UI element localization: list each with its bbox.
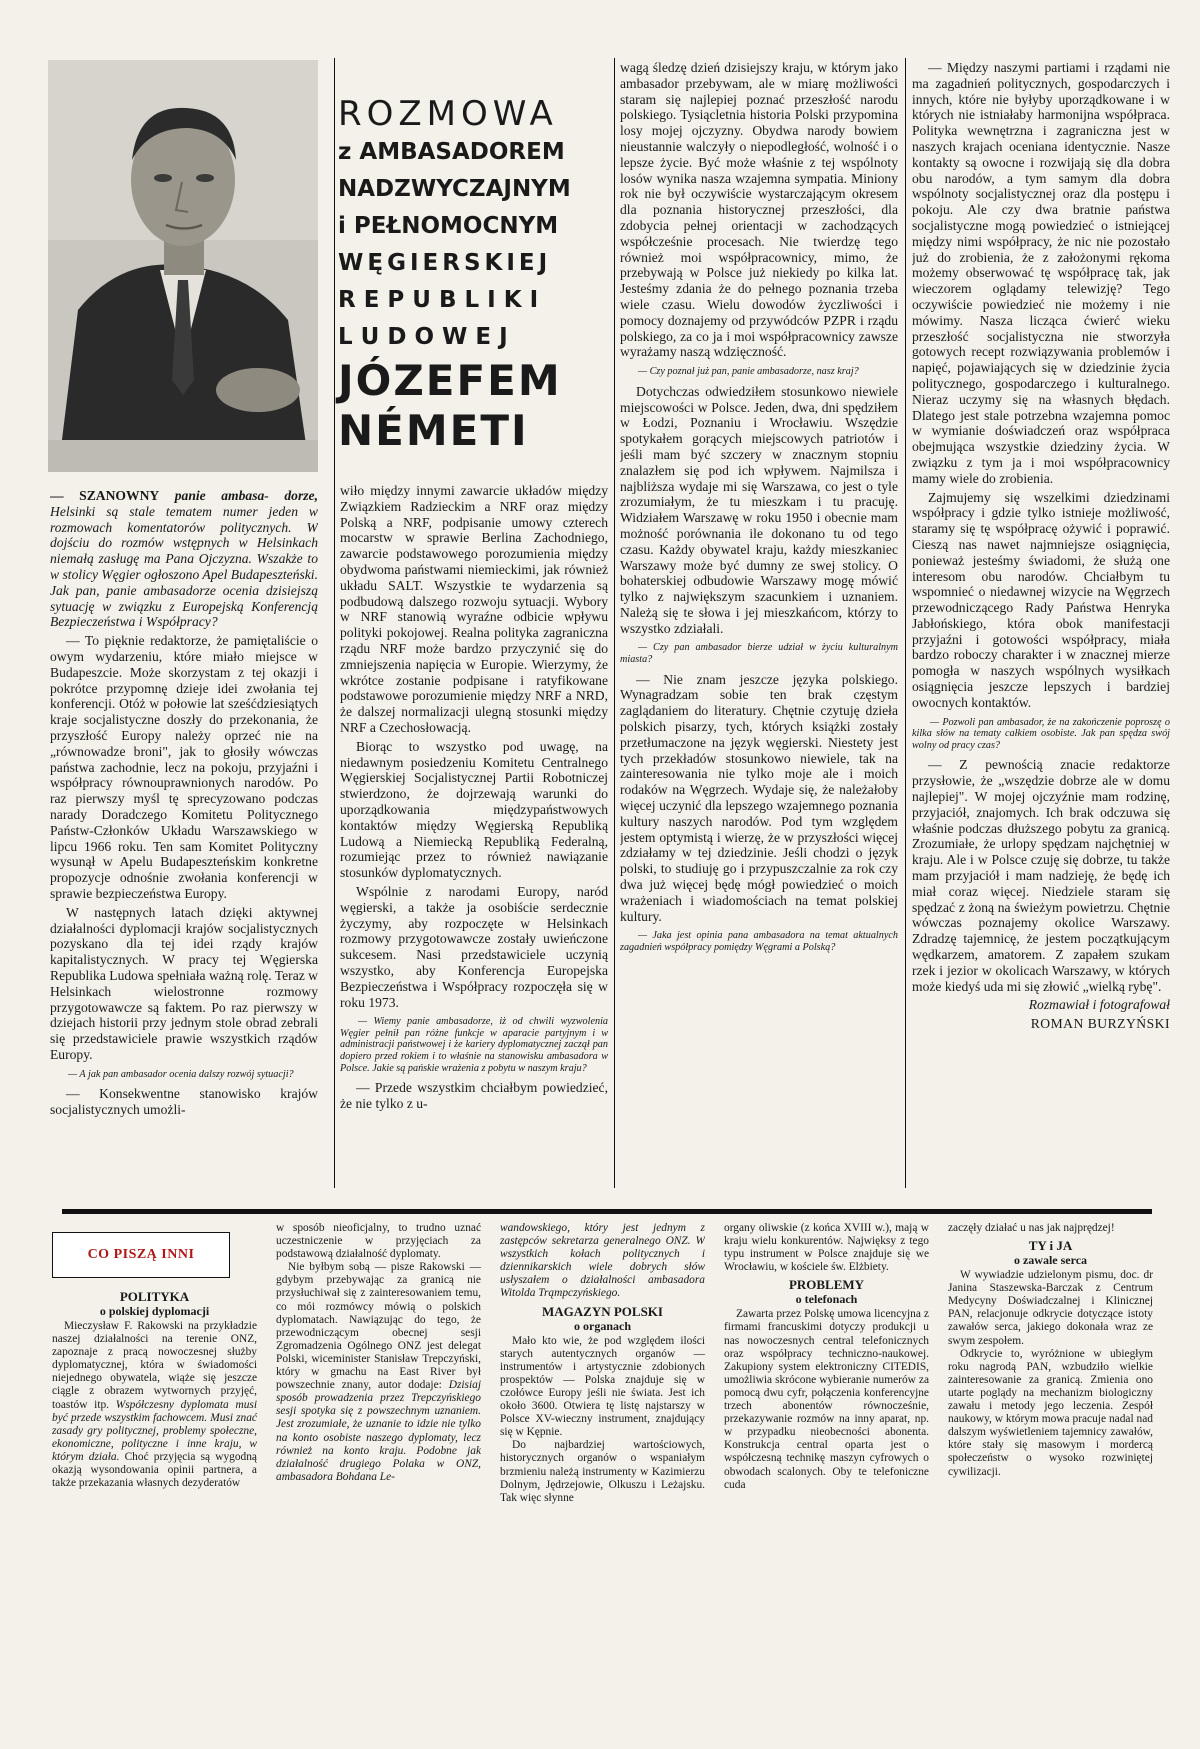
heading-title: ROZMOWA — [338, 94, 558, 134]
b1-text: Mieczysław F. Rakowski na przykładzie naszej działalności na terenie ONZ, zapoznaje z pracą nowoczesnej służby dyplomatycznej, która w świadomości niejednego obywatela, wiąże się jeszcze ciągle z obrazem wytwornych przyjęć, toastów itp. — [52, 1320, 257, 1411]
paragraph: Zajmujemy się wszelkimi dziedzinami współpracy i gdzie tylko istnieje możliwość, staramy się tę współpracę ożywić i poprawić. Cieszą nas nawet najmniejsze osiągnięcia, ponieważ jesteśmy świadomi, że służą one interesom obu narodów. Chciałbym tu wspomnieć o niedawnej wizycie na Węgrzech przewodniczącego Rady Państwa Henryka Jabłońskiego, która obok manifestacji przyjaźni i gotowości współpracy, miała bardzo roboczy charakter i w znacznej mierze pomogła w naszych wspólnych wysiłkach osiągnięcia jeszcze lepszych i bardziej owocnych kontaktów. — [912, 489, 1170, 710]
paragraph: — Z pewnością znacie redaktorze przysłowie, że „wszędzie dobrze ale w domu najlepiej". W mojej ojczyźnie mam rodzinę, przyjaciół, znajomych. Ich brak odczuwa się właśnie podczas dłuższego pobytu za granicą. Zrozumiałe, że urlopy spędzam najchętniej w kraju. Ale i w Polsce czuję się dobrze, tu także mam przyjaciół i mam nadzieję, że będę ich miał coraz więcej. Niedziele staram się spędzać z żoną na świeżym powietrzu. Chętnie wówczas poznajemy okolice Warszawy. Zdradzę tajemnicę, że jestem początkującym wędkarzem, amatorem. Z zapałem szukam rzek i jezior w okolicach Warszawy, w których może kiedyś uda mi się złowić „wielką rybę". — [912, 757, 1170, 994]
author-name: ROMAN BURZYŃSKI — [1030, 1016, 1170, 1032]
paragraph: W następnych latach dzięki aktywnej działalności dyplomacji krajów socjalistycznych pozyskano dla tej idei rządy krajów kapitalistycznych. W pracy tej Węgierska Republika Ludowa spełniała ważną rolę. Teraz w Helsinkach wielostronne rozmowy przygotowawcze są faktem. Po raz pierwszy w dziejach historii przy jednym stole obrad zebrali się przedstawiciele prawie wszystkich rządów Europy. — [50, 904, 318, 1062]
question-4: — Czy poznał już pan, panie ambasadorze, nasz kraj? — [638, 366, 859, 378]
paragraph: Dotychczas odwiedziłem stosunkowo niewiele miejscowości w Polsce. Jeden, dwa, dni spędziłem w Łodzi, Poznaniu i Wrocławiu. Wszędzie spotykałem gorących miejscowych patriotów i jeśli mam być szczery w znacznym stopniu znalazłem się pod ich wpływem. Najmilsza i najbliższa wydaje mi się Warszawa, co jest o tyle zrozumiałym, że tu mieszkam i tu pracuję. Widziałem Warszawę w roku 1950 i obecnie mam możność porównania ile dokonano tu od tego czasu. Każdy obywatel kraju, każdy mieszkaniec Warszawy może być dumny ze swej stolicy. O bohaterskiej odbudowie Warszawy mogę mówić tylko z największym szacunkiem i uznaniem. Należą się te słowa i jej mieszkańcom, którzy to wszystko zdziałali. — [620, 383, 898, 636]
paragraph: — Między naszymi partiami i rządami nie ma zagadnień politycznych, gospodarczych i innych, które nie byłyby uporządkowane i w których nie istniałaby harmonijna współpraca. Polityka wewnętrzna i zagraniczna jest w naszych krajach oceniana identycznie. Nasze kontakty są owocne i rozwijają się dla dobra obu narodów, a tym samym dla dobra wspólnoty socjalistycznej oraz dla postępu i pokoju. Ale czy dwa bratnie państwa socjalistyczne mogą powiedzieć o istniejącej między nimi współpracy, że nic nie pozostało już do zrobienia, że z założonymi rękoma możemy obserwować tę współpracę tak, jak wieczorem oglądamy telewizję? Tego oczywiście powiedzieć nie możemy i nie mówimy. Nasza licząca ćwierć wieku przeszłość socjalistyczna nie stworzyła gotowych recept rozwiązywania problemów i napięć, pojawiających się w dziedzinie życia politycznego, gospodarczego i kulturalnego. Nieraz uczymy się na własnych błędach. Dlatego jest stale potrzebna wzajemna pomoc w wymianie doświadczeń oraz współpraca obejmująca wszystkie dziedziny życia. W związku z tym ja i moi współpracownicy mamy wiele do zrobienia. — [912, 60, 1170, 486]
you-and-me-subtitle: o zawale serca — [1013, 1253, 1088, 1268]
question-6: — Jaka jest opinia pana ambasadora na temat aktualnych zagadnień współpracy pomiędzy Węgrami a Polską? — [620, 930, 898, 954]
heading-line-6: L U D O W E J — [338, 324, 508, 350]
heading-line-4: WĘGIERSKIEJ — [338, 250, 552, 276]
question-lead: — SZANOWNY — [50, 488, 160, 503]
magazine-subtitle: o organach — [574, 1318, 631, 1333]
heading-name-2: NÉMETI — [338, 406, 529, 455]
paragraph: Odkrycie to, wyróżnione w ubiegłym roku nagrodą PAN, wzbudziło wielkie zainteresowanie za granicą. Zmienia ono utarte poglądy na mechanizm biologiczny zawału i metody jego leczenia. Zespół naukowy, w którym mowa pracuje nadal nad dalszym wyświetleniem tajemnicy zawałów, które stały się masowym i mordercą społeczeństw o wysoko rozwiniętej cywilizacji. — [948, 1347, 1153, 1478]
bottom-column-5 — [948, 1222, 1153, 1741]
question-2: — A jak pan ambasador ocenia dalszy rozwój sytuacji? — [68, 1068, 294, 1080]
b1-italic: Współczesny dyplomata musi być przede wszystkim fachowcem. Musi znać zasady gry politycznej, problemy społeczne, ekonomiczne, polityczne i inne kraju, w którym działa. — [52, 1398, 257, 1463]
heading-name-1: JÓZEFEM — [338, 356, 562, 405]
article-column-2 — [340, 483, 608, 1203]
portrait-photo — [48, 60, 318, 472]
bottom-column-2 — [276, 1222, 481, 1741]
section-badge: CO PISZĄ INNI — [52, 1232, 230, 1278]
b2-text2: Nie byłbym sobą — pisze Rakowski — gdybym przebywając za granicą nie przysłuchiwał się z zainteresowaniem temu, co mói rozmówcy mówią o polskich dyplomatach. Nawiązując do tego, że przewodniczącym obecnej sesji Zgromadzenia Ogólnego ONZ jest delegat Polski, wiceminister Stanisław Trepczyński, który w gmachu na East River był powszechnie znany, autor dodaje: — [276, 1261, 481, 1392]
paragraph: wagą śledzę dzień dzisiejszy kraju, w którym jako ambasador przebywam, ale w miarę możliwości staram się najlepiej poznać przeszłość narodu polskiego. Tysiącletnia historia Polski przypomina losy mojej ojczyzny. Obydwa narody bowiem nieustannie walczyły o niepodległość, wolność i o lepsze życie. Być może właśnie z tej wspólnoty losów wynika nasza wzajemna sympatia. Miniony rok nie był oczywiście wystarczającym okresem dla poznania historycznej przeszłości, dla zdobycia pełnej orientacji w zachodzących współcześnie procesach. Nie twierdzę tego również moi współpracownicy, mimo, że przebywają w Polsce już niekiedy po kilka lat. Jesteśmy zdania że do pełnego poznania trzeba wiele czasu. Wielu dowodów życzliwości i pomocy doznajemy od przywódców PZPR i rządu polskiego, za co ja i moi współpracownicy zawsze wyrażamy naszą wdzięczność. — [620, 60, 898, 360]
article-heading — [338, 94, 620, 456]
paragraph: wandowskiego, który jest jednym z zastępców sekretarza generalnego ONZ. W wszystkich kołach politycznych i dziennikarskich wiele dobrych słów usłyszałem o działalności ambasadora Witolda Trąmpczyńskiego. — [500, 1222, 705, 1300]
problems-title: PROBLEMY — [788, 1277, 865, 1293]
politics-title: POLITYKA — [119, 1289, 190, 1304]
paragraph — [276, 1261, 481, 1484]
paragraph: — Nie znam jeszcze języka polskiego. Wynagradzam sobie ten brak częstym zaglądaniem do literatury. Chętnie czytuję dzieła polskich pisarzy, tych, których książki zostały przetłumaczone na język węgierski. Niestety jest tych przekładów stosunkowo niewiele, tak na zainteresowania nie tylko moje ale i moich rodaków na Węgrzech. Wydaje się, że należałoby więcej uczynić dla lepszego wzajemnego poznania kultury naszych narodów. Pod tym względem jestem optymistą i wierzę, że w przyszłości więcej zdziałamy w tej dziedzinie. Jeśli chodzi o język polski, to studiuję go i przypuszczalnie za rok czy dwa już więcej będę mógł powiedzieć o moich wrażeniach i wiadomościach na temat polskiej kultury. — [620, 671, 898, 924]
heading-line-2: NADZWYCZAJNYM — [338, 176, 571, 202]
paragraph: Wspólnie z narodami Europy, naród węgierski, a także ja osobiście serdecznie życzymy, aby rozpoczęte w Helsinkach rozmowy przygotowawcze zostały uwieńczone sukcesem. Nasi przedstawiciele uczynią wszystko, aby Konferencja Europejska Bezpieczeństwa i Współpracy rozpoczęła się w roku 1973. — [340, 883, 608, 1010]
author-credit: Rozmawiał i fotografował — [1028, 997, 1170, 1013]
paragraph — [52, 1320, 257, 1490]
magazine-title: MAGAZYN POLSKI — [542, 1303, 663, 1319]
heading-line-3: i PEŁNOMOCNYM — [338, 213, 559, 239]
section-divider — [62, 1209, 1152, 1214]
b2-italic: Dzisiaj sposób prowadzenia przez Trepczyńskiego sesji spotyka się z powszechnym uznaniem. Jest zrozumiałe, że uznanie to idzie nie tylko na konto osobiste naszego dyplomaty, lecz również na konto kraju. Podobne jak działalność drugiego Polaka w ONZ, ambasadora Bohdana Le- — [276, 1379, 481, 1483]
heading-line-5: R E P U B L I K I — [338, 287, 539, 313]
question-7: — Pozwoli pan ambasador, że na zakończenie poproszę o kilka słów na tematy całkiem osobiste. Jak pan spędza swój wolny od pracy czas? — [912, 716, 1170, 751]
question-1 — [50, 488, 318, 630]
paragraph: zaczęły działać u nas jak najprędzej! — [948, 1222, 1115, 1234]
paragraph: W wywiadzie udzielonym pismu, doc. dr Janina Staszewska-Barczak z Centrum Medycyny Doświadczalnej i Klinicznej PAN, relacjonuje odkrycie dotyczące istoty zawałów serca, jakiego dokonała wraz ze swym zespołem. — [948, 1269, 1153, 1347]
column-rule-3 — [905, 58, 906, 1188]
bottom-column-1 — [52, 1286, 257, 1741]
bottom-column-3 — [500, 1222, 705, 1741]
problems-subtitle: o telefonach — [795, 1292, 858, 1307]
paragraph: Zawarta przez Polskę umowa licencyjna z firmami francuskimi dotyczy produkcji u nas nowoczesnych central telefonicznych oraz współpracy techniczno-naukowej. Zakupiony system elektroniczny CITEDIS, umożliwia skrócone wybieranie numerów za pomocą dwu cyfr, połączenia konferencyjne trzech abonentów równocześnie, przekazywanie rozmów na inny aparat, np. w przypadku nieobecności abonenta. Konstrukcja central oparta jest o współczesną technikę maszyn cyfrowych o obwodach scalonych. Oby te telefoniczne cuda — [724, 1308, 929, 1491]
paragraph: organy oliwskie (z końca XVIII w.), mają w kraju wielu konkurentów. Najwięksy z tego typu instrument w Polsce znajduje się we Wrocławiu, w kościele św. Elżbiety. — [724, 1222, 929, 1274]
paragraph: w sposób nieoficjalny, to trudno uznać uczestniczenie w przyjęciach za podstawową działalność dyplomaty. — [276, 1222, 481, 1261]
paragraph: Do najbardziej wartościowych, historycznych organów o wspaniałym brzmieniu należą instrumenty w Kazimierzu Dolnym, Jędrzejowie, Olkuszu i Leżajsku. Tak więc słynne — [500, 1439, 705, 1504]
politics-subtitle: o polskiej dyplomacji — [99, 1304, 210, 1318]
paragraph: Mało kto wie, że pod względem ilości starych autentycznych organów — instrumentów i artystycznie zdobionych prospektów — Polska znajduje się w czołówce Europy jeśli nie świata. Jest ich około 3600. Otwiera tę listę najstarszy w Polsce XV-wieczny instrument, znajdujący się w Kępnie. — [500, 1334, 705, 1439]
b1-text2: Choć przyjęcia są wygodną okazją wysondowania opinii partnera, a także przekazania własnych dezyderatów — [52, 1450, 257, 1490]
paragraph: — To pięknie redaktorze, że pamiętaliście o owym wydarzeniu, które miało miejsce w Budapeszcie. Może skorzystam z tej okazji i pokrótce przypomnę dzieje idei zwołania tej konferencji. Otóż w połowie lat sześćdziesiątych kraje socjalistyczne doszły do przekonania, że przyszłość Europy należy oprzeć nie na „równowadze broni", jak to głosiły wówczas państwa zachodnie, lecz na pokoju, przyjaźni i współpracy równouprawnionych narodów. Po raz pierwszy myśl tę sprecyzowano podczas narady Doradczego Komitetu Politycznego Państw-Członków Układu Warszawskiego w lipcu 1966 roku. Ten sam Komitet Polityczny wysunął w Apelu Budapeszteńskim konkretne propozycje odnośnie zwołania konferencji w sprawie bezpieczeństwa Europy. — [50, 633, 318, 901]
paragraph: — Konsekwentne stanowisko krajów socjalistycznych umożli- — [50, 1086, 318, 1118]
column-rule-1 — [334, 58, 335, 1188]
question-lead-2: panie ambasa- dorze, — [174, 488, 318, 503]
heading-line-1: z AMBASADOREM — [338, 139, 565, 165]
article-column-1 — [50, 488, 318, 1203]
paragraph: wiło między innymi zawarcie układów między Związkiem Radzieckim a NRF oraz między Polską a NRF, podpisanie umowy czterech mocarstw w sprawie Berlina Zachodniego, zawarcie podstawowego porozumienia między obydwoma państwami niemieckimi, jak również układu SALT. Wszystkie te wydarzenia są podbudową dalszego rozwoju sytuacji. Wybory w NRF stanowią wyraźne odbicie wpływu polityki pokojowej. Realna polityka zagraniczna rządu NRF może bardzo przyczynić się do zmniejszenia napięcia w Europie. Wierzymy, że wkrótce zostanie podpisane i ratyfikowane podstawowe porozumienie między NRF a NRD, że dalszej normalizacji ulegną stosunki między NRF a Czechosłowacją. — [340, 483, 608, 735]
bottom-column-4 — [724, 1222, 929, 1741]
question-5: — Czy pan ambasador bierze udział w życiu kulturalnym miasta? — [620, 642, 898, 666]
you-and-me-title: TY i JA — [1028, 1238, 1073, 1254]
question-3: — Wiemy panie ambasadorze, iż od chwili wyzwolenia Węgier pełnił pan różne funkcje w aparacie partyjnym i w administracji państwowej i że kariery dyplomatycznej zaczął pan dopiero przed rokiem i to właśnie na stanowisku ambasadora w Polsce. Jakie są pańskie wrażenia z pobytu w naszym kraju? — [340, 1016, 608, 1074]
paragraph: — Przede wszystkim chciałbym powiedzieć, że nie tylko z u- — [340, 1080, 608, 1112]
article-column-3 — [620, 60, 898, 1203]
article-column-4 — [912, 60, 1170, 1203]
paragraph: Biorąc to wszystko pod uwagę, na niedawnym posiedzeniu Komitetu Centralnego Węgierskiej Socjalistycznej Partii Robotniczej stwierdzono, że dojrzewają warunki do uporządkowania międzypaństwowych kontaktów między Węgierską Republiką Ludową a Niemiecką Republiką Federalną, rozumiejąc przez to również nawiązanie stosunków dyplomatycznych. — [340, 738, 608, 881]
question-1-text: Helsinki są stale tematem numer jeden w rozmowach komentatorów politycznych. W dojściu do rozmów wstępnych w Helsinkach niemałą zasługę ma Pana Ojczyzna. Wszakże to w stolicy Węgier ogłoszono Apel Budapeszteński. Jak pan, panie ambasadorze ocenia dzisiejszą sytuację w związku z Europejską Konferencją Bezpieczeństwa i Współpracy? — [50, 503, 318, 630]
